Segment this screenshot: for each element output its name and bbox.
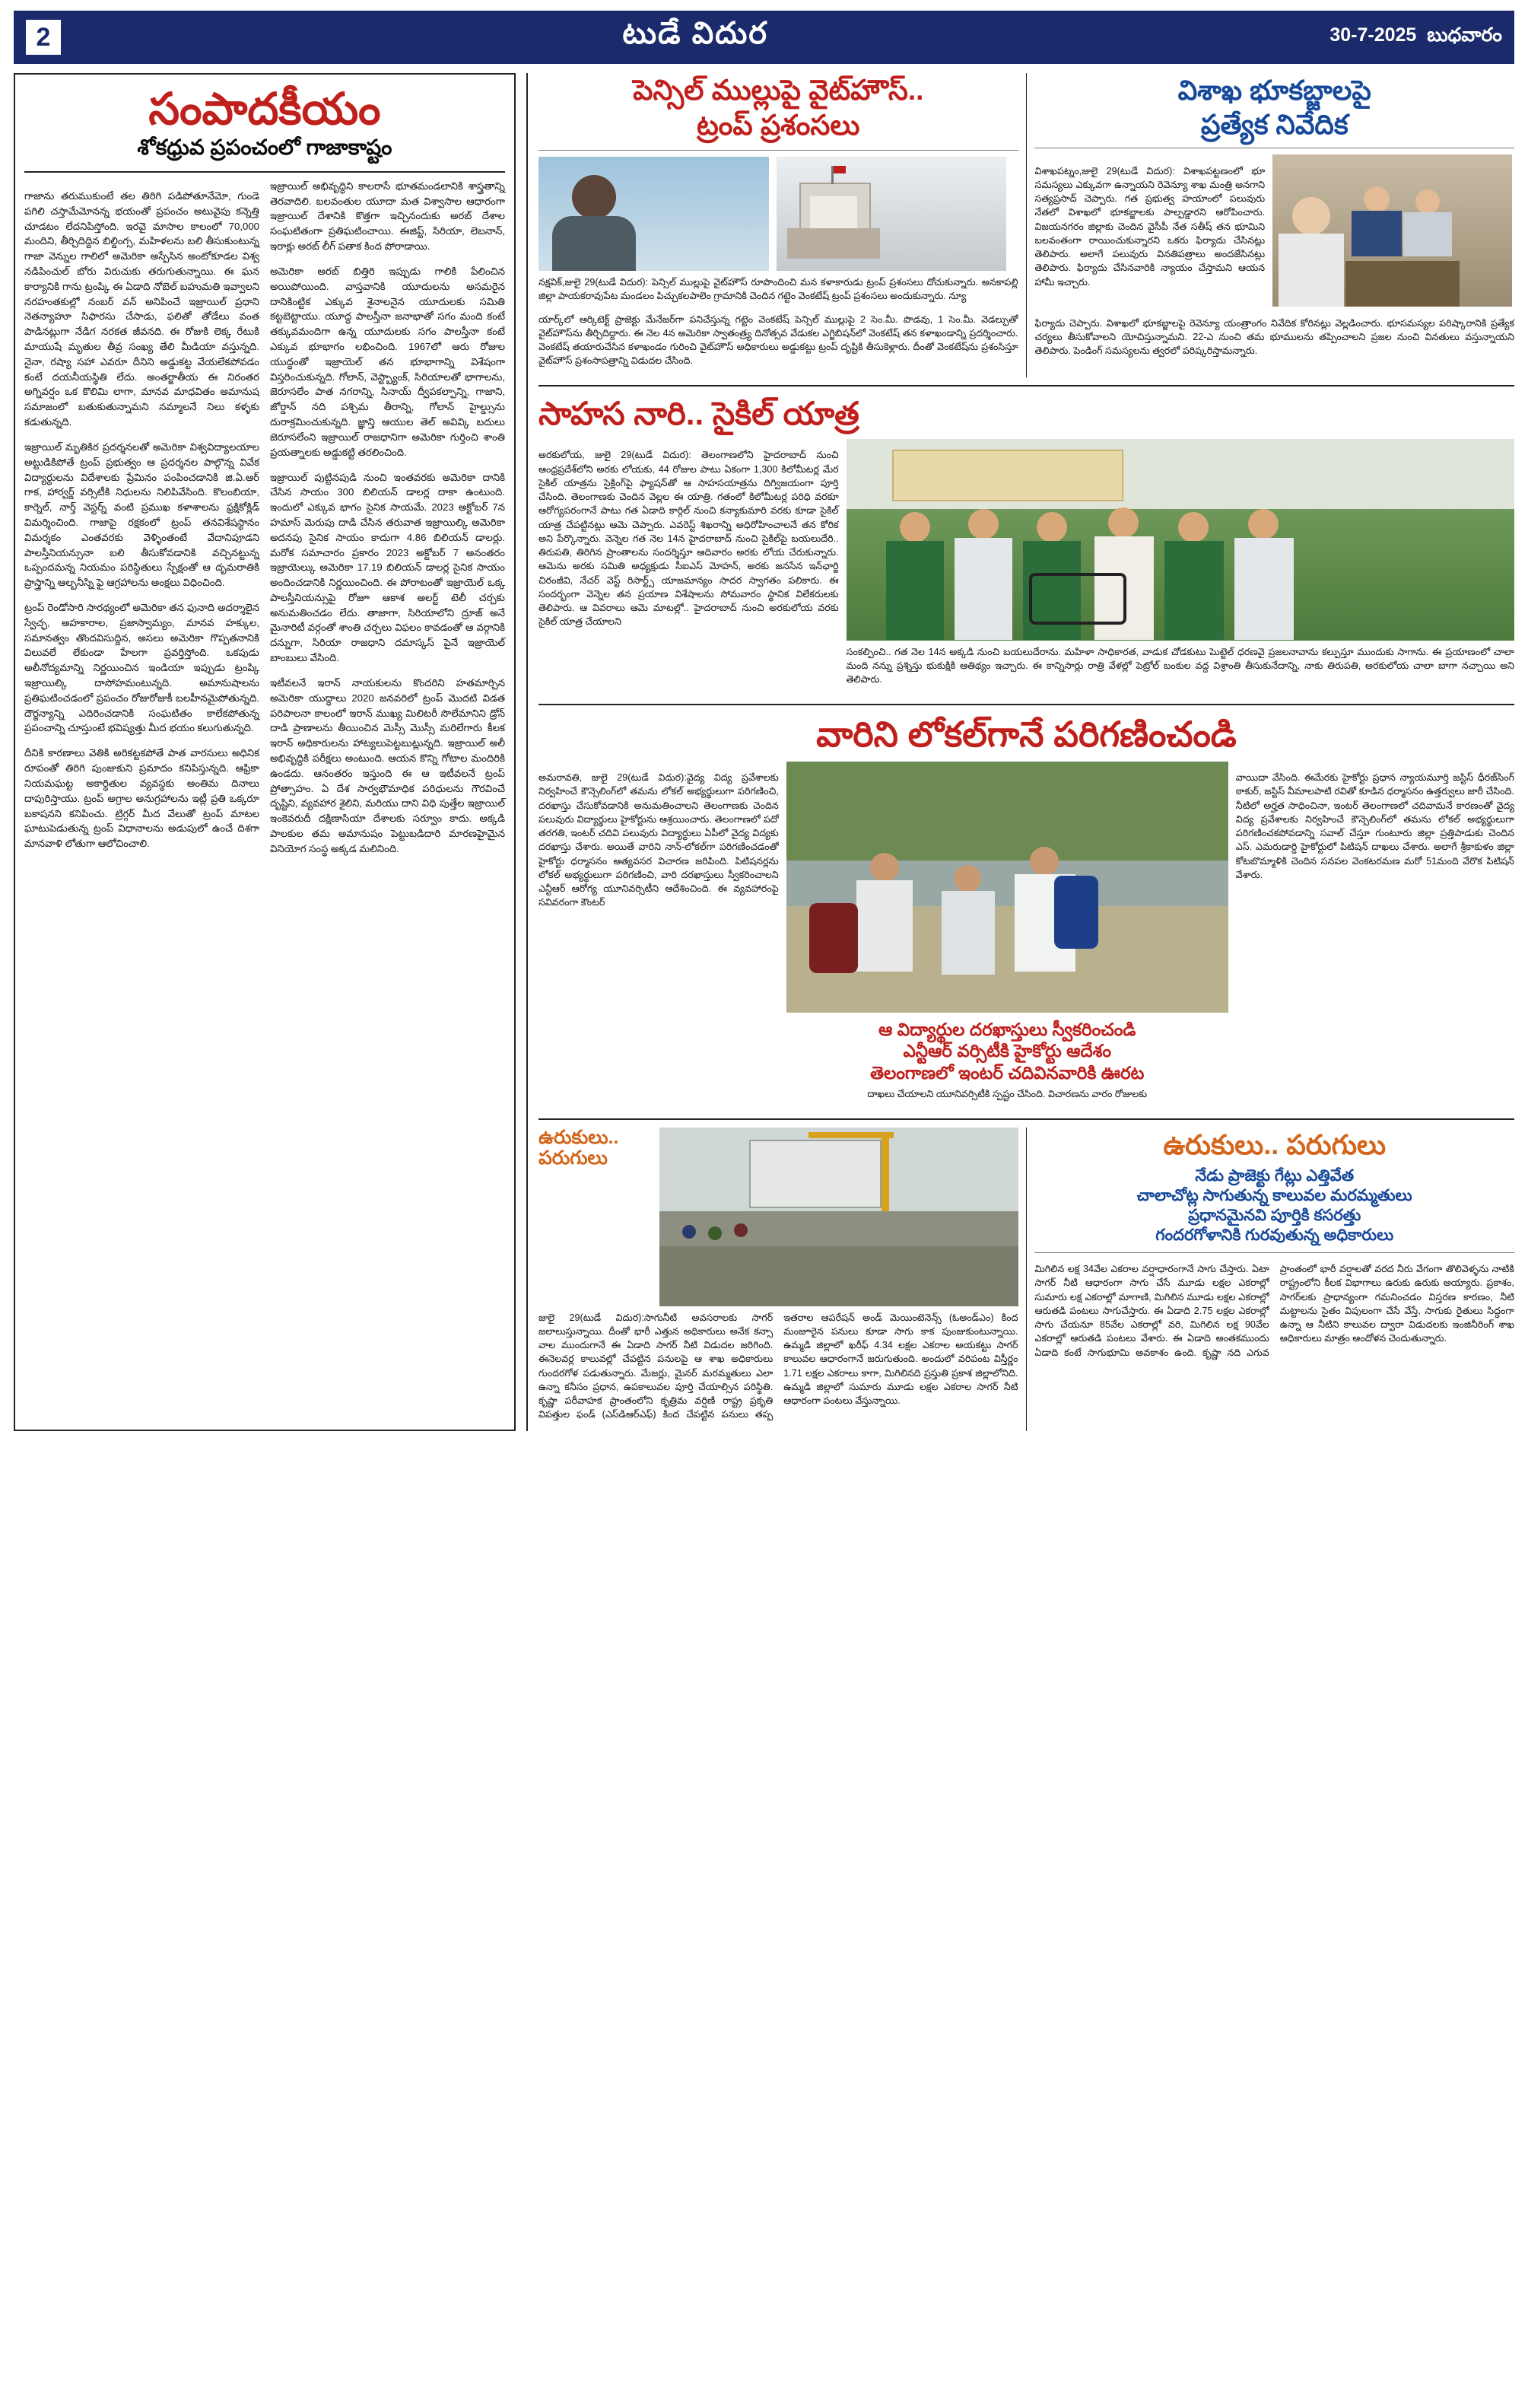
editorial-section	[14, 73, 516, 1431]
photo-canal-worksite	[659, 1128, 1018, 1306]
masthead	[14, 11, 1514, 64]
vizag-body: విశాఖపట్నం,జులై 29(టుడే విదుర): విశాఖపట్టణంలో భూ సమస్యలు ఎక్కువగా ఉన్నాయని రెవెన్యూ శాఖ మంత్రి అనగాని సత్యప్రసాద్ చెప్పారు. గత ప్రభుత్వ హయాంలో పలువురు నేతలో విశాఖలో భూకబ్జాలకు పాల్పడ్డారని ఆరోపించారు. విజయనగరం జిల్లాకు చెందిన వైసీపీ నేత సతీష్ తన భూమిని బలవంతంగా రాయించుకున్నారని ఒకరు ఫిర్యాదు చేసినట్లు తెలిపారు. అలాగే పలువురు వినతిపత్రాలు అందజేసినట్లు తెలిపారు. ఫిర్యాదు చేసినవారికి న్యాయం చేస్తామని ఆయన హామీ ఇచ్చారు.	[1034, 165, 1266, 288]
local-headline: వారిని లోకల్‌గానే పరిగణించండి	[816, 714, 1237, 755]
paper-title: టుడే విదుర	[622, 16, 769, 50]
cycle-body: అరకులోయ, జులై 29(టుడే విదుర): తెలంగాణలోని హైదరాబాద్ నుంచి ఆంధ్రప్రదేశ్‌లోని అరకు లోయకు, 44 రోజుల పాటు ఏకంగా 1,300 కిలోమీటర్ల మేర సైకిల్ యాత్రను సైక్లింగ్‌పై ఫ్యాషన్‌తో ఆ సాహసయాత్రను దిగ్విజయంగా పూర్తి చేసింది. తెలంగాణకు చెందిన వెల్లల ఈ యాత్రి. గతంలో కిలోమీటర్ల పరిధి వరకూ ఆరోగ్యపరంగానే పాటు గత ఏడాది కార్గిల్ నుంచి కన్యాకుమారి వరకు కూడా సైకిల్ యాత్ర చేపట్టినట్లు ఆమె చెప్పారు. ఎవరెస్ట్ శిఖరాన్ని అధిరోహించాలనే తన కోరిక అని పేర్కొన్నారు. వెన్నెల గత నెల 14న హైదరాబాద్ నుంచి సైకిల్‌పై బయలుదేరి.. తిరుపతి, తిరిగిన ప్రాంతాలను సందర్శిస్తూ ఆదివారం అరకు లోయ చేరుకున్నారు. ఆమెను అరకు సమితి అధ్యక్షుడు సీఐఎస్ మోహన్, అరకు జనసేన ఇన్‌ఛార్జి చిరంజీవి, నేచర్ వెస్ట్ రిసార్ట్స్ యాజమాన్యం సాదర స్వాగతం పలికారు. ఈ సందర్భంగా వెన్నెల తన ప్రయాణ విశేషాలను సోమవారం స్థానిక విలేకరులకు తెలిపారు. ఆ వివరాలు ఆమె మాటల్లో.. హైదరాబాద్ నుంచి అరకులోయ వరకు సైకిల్ యాత్ర చేయాలని	[538, 450, 839, 628]
local-caption-line4: దాఖలు చేయాలని యూనివర్సిటీకి స్పష్టం చేసింది. విచారణను వారం రోజులకు	[867, 1088, 1148, 1099]
urukulu-photo-row	[538, 1128, 1018, 1306]
urukulu-subhead: నేడు ప్రాజెక్టు గేట్లు ఎత్తివేత	[1195, 1166, 1355, 1185]
local-students-story	[538, 713, 1514, 1111]
cycle-yatra-story	[538, 394, 1514, 696]
editorial-paragraph: ఇజ్రాయిల్ పుట్టినపుడి నుంచి ఇంతవరకు అమెరికా దానికి చేసిన సాయం 300 బిలియన్ డాలర్ల దాకా ఉంటుంది. ఇందులో ఎక్కువ భాగం సైనిక సాయమే. 2023 అక్టోబర్ 7న హమాస్ మెరుపు దాడి చేసిన తరువాత ఇజ్రాయిల్కి అమెరికా అదనపు సైనిక సాయం కాదుగా 4.86 బిలియన్ డాలర్లు. మరోక సమాచారం ప్రకారం 2023 అక్టోబర్ 7 అనంతరం ఇజ్రాయెల్కు అమెరికా 17.19 బిలియన్ డాలర్ల సైనిక సాయం అందించడానికి నిర్ణయించింది. ఈ పోరాటంతో ఇజ్రాయెల్ ఒక్క పాలస్తీనియన్సుపై రోజూ ఆకాశ అలర్ట్ టెలీ చర్చకు అనుమతించడం లేదు. తాజాగా, సిరియాలోని ద్రూజ్ అనే మైనారిటీ వర్గంతో శాంతి చర్చలు విఫలం కావడంతో ఆ వర్గానికి దన్నుగా, సిరియా రాజధాని దమాస్కస్ పైనే ఇజ్రాయెల్ బాంబులు వేసింది.	[270, 471, 505, 664]
local-col3: వాయిదా వేసింది. ఈమేరకు హైకోర్టు ప్రధాన న్యాయమూర్తి జస్టిస్ ధీరజ్‌సింగ్ ఠాకుర్, జస్టిస్ వీమాలపాటి రవితో కూడిన ధర్మాసనం ఉత్తర్వులు జారీ చేసింది. నీటిలో అర్హత సాధించినా, ఇంటర్ తెలంగాణలో చదివామనే కారణంతో వైద్య విద్య ప్రవేశాలకు నిర్వహించే కౌన్సెలింగ్‌లో తమను లోకల్ అభ్యర్థులుగా పరిగణించకపోవడాన్ని సవాల్ చేస్తూ గుంటూరు జిల్లా ప్రత్తిపాడుకు చెందిన ఎస్. ఎమరుడార్డి హైకోర్టులో పిటిషన్ దాఖలు చేశారు. అలాగే శ్రీకాకుళం జిల్లా కోటబొమ్మాళికి చెందిన సనపల వెంకటరమణ మరో 51మంది వేరొక పిటిషన్ వేశారు.	[1235, 772, 1514, 880]
pencil-body: యార్క్‌లో ఆర్కిటెక్ట్ ప్రాజెక్టు మేనేజర్‌గా పనిచేస్తున్న గట్టెం వెంకటేష్ పెన్సిల్ ముల్లుపై 2 సెం.మీ. పొడవు, 1 సెం.మీ. వెడల్పుతో వైట్‌హౌస్‌ను తీర్చిదిద్దారు. ఈ నెల 4న అమెరికా స్వాతంత్ర్య దినోత్సవ వేడుకల ఎగ్జిబిషన్‌లో వెంకటేష్ తన కళాఖండాన్ని ప్రదర్శించారు. వెంకటేష్ తయారుచేసిన కళాఖండం గురించి వైట్‌హౌస్ అధికారులు అడ్డుకట్టు ట్రంప్ దృష్టికి తీసుకెళ్లారు. దీంతో వెంకటేష్‌ను ప్రశంసిస్తూ వైట్‌హౌస్ ప్రశంసాపత్రాన్ని విడుదల చేసింది.	[538, 313, 1018, 367]
pencil-photo-row	[538, 157, 1018, 271]
urukulu-text-body: మిగిలిన లక్ష 34వేల ఎకరాల వర్షాధారంగానే సాగు చేస్తారు. ఏటా సాగర్ నీటి ఆధారంగా సాగు చేసే మూడు లక్షల ఎకరాల్లో సుమారు లక్ష ఎకరాల్లో మాగాణి, మిగిలిన మూడు లక్షల ఎకరాల్లో ఆరుతడి పంటలు సాగుచేస్తారు. ఈ ఏడాది 2.75 లక్షల ఎకరాల్లో సాగు చేయనూ 85వేల ఎకరాల్లో వరి, మిగిలిన లక్ష 90వేల ఎకరాల్లో ఆరుతడి పంటలు వేశారు. ఈ ఏడాది అంతకముందు ఏడాది కంటే సాగుభూమి అవకాశం ఉంది. కృష్ణా నది ఎగువ ప్రాంతంలో భారీ వర్షాలతో వరద నీరు వేగంగా తొలివెళ్ళను నాటికి రాష్ట్రంలోని కీలక విభాగాలు ఉరుకు ఉరుకు అయ్యారు. ప్రకాశం, సాగర్‌లకు ప్రాధాన్యంగా గమనించడం విస్తరణ కారణం, నీటి మట్టాలను సైతం విపులంగా చేసే వేస్తే, సాగుకు రైతులు సిద్ధంగా ఉన్నా ఆ నీటిని కాలువల ద్వారా విడుదలకు ఇంజినీరింగ్ శాఖ అధికారులు మాత్రం ఆందోళన చెందుతున్నారు.	[1034, 1264, 1514, 1358]
story-divider	[1026, 1128, 1028, 1432]
urukulu-subhead: ప్రధానమైనవి పూర్తికి కసరత్తు	[1188, 1207, 1361, 1225]
pencil-caption: నక్షవిక్,జులై 29(టుడే విదుర): పెన్సిల్ ముల్లుపై వైట్‌హౌస్ రూపొందించి మన కళాకారుడు ట్రంప్ ప్రశంసలు దోచుకున్నారు. అనకాపల్లి జిల్లా పాయకరావుపేట మండలం పిచ్చుకలపాలెం గ్రామానికి చెందిన గట్టెం వెంకటేష్ ట్రంప్ ప్రశంసలు అందుకున్నారు. న్యూ	[538, 276, 1018, 301]
editorial-paragraph: ట్రంప్ రెండోసారి సారథ్యంలో అమెరికా తన ఫునాది అదర్శాలైన స్వేచ్ఛ, అహకారాల, ప్రజాస్వామ్యం, మానవ హక్కుల, సమానత్వం తొందవిసుద్దిన, అసలు అమెరికా గొప్పతనానికి విలువలే లేకుండా హేలగా ప్రవర్తిస్తోంది. ఒకపుడు అలీనోద్యమాన్ని నిర్ణయించిన ఇండియా ఇప్పుడు ట్రంప్కి ఇజ్రాయిల్కి దాసోహమంటున్నది. అమానుషాలను ప్రతిఘటించడంలో ప్రపంచం రోజురోజుకీ బలహీనమైపోతున్నది. దౌర్జన్యాన్ని ఎదిరించడానికి సంఘటితం కాలేకపోతున్న ప్రపంచాన్ని చూస్తుంటే భవిష్యత్తు మీద భయం కలుగుతున్నది.	[24, 602, 259, 734]
cycle-headline: సాహస నారి.. సైకిల్ యాత్ర	[538, 396, 859, 432]
urukulu-headline: ఉరుకులు.. పరుగులు	[1163, 1128, 1387, 1160]
vizag-headline-line1: విశాఖ భూకబ్జాలపై	[1177, 75, 1371, 106]
page-body	[14, 73, 1514, 1431]
urukulu-badge-line1: ఉరుకులు..	[538, 1126, 619, 1148]
editorial-paragraph: ఇటీవలనే ఇరాన్ నాయకులను కొందరిని హతమార్చిన అమెరికా యుద్ధాలు 2020 జనవరిలో ట్రంప్ మొదటి విడత పరిపాలనా కాలంలో ఇరాన్ ముఖ్య మిలిటరీ సొలేమానిని డ్రోన్ దాడి ప్రాణాలను తీయించిన మెస్సీ మొస్సీ మరిలేగారు కీలక ఇరాన్ అధికారులను హాట్యలుపెట్టబుట్లున్నది. ఇజ్రాయిల్ అలీ అభివృద్ధికి పరీక్షలు అంటుంది. ఆయన కొన్ని గోటాల మందిరికి ఉండదు. ఆనంతరం ఇస్తుంది ఈ ఆ ఇటీవలనే ట్రంప్ ప్రోత్సాహం. ఏ దేశ సార్వభౌమాధిక పరిధులను గౌరవించే దృష్టిని, వ్యవహార శైలిని, మరియు దాని విధి పుత్తేల ఇజ్రాయిల్ ఇంకెవరుదీ దక్షిణాసియా దేశాలకు సర్వూం కాదు. అక్కడి పాలకుల తమ అమానుషం పెట్టుబడిదారి మారణహైమైన వినియోగ సంస్థ అక్కడ మలినింది.	[270, 677, 505, 854]
page-number: 2	[26, 20, 61, 55]
column-divider	[526, 73, 528, 1431]
photo-pencil-whitehouse	[777, 157, 1007, 271]
vizag-content-row	[1034, 154, 1514, 307]
editorial-paragraph: ఇజ్రాయిల్ అభివృద్ధిని కాలరాసే భూతమండలానికి శాస్త్రతాన్ని తెరవాదిలి. బలవంతుల యూదా మత విశ్వాసాల ఆధారంగా ఇజ్రాయిల్ దేశానికి కొత్తగా ఇచ్చినందుకు అరబ్ దేశాల సంఘటితంగా ప్రతిఘటించాయి. ఈజిప్ట్, సిరియా, లెబనాన్, ఇరాక్లు అరబ్ లీగ్ పతాక కింద పోరాడాయి.	[270, 180, 505, 252]
photo-students-roadside	[786, 762, 1228, 1013]
cycle-content-row	[538, 439, 1514, 696]
pencil-whitehouse-story	[538, 73, 1018, 377]
urukulu-text-story	[1034, 1128, 1514, 1432]
photo-cycle-felicitation	[847, 439, 1514, 641]
local-caption-line1: ఆ విద్యార్థుల దరఖాస్తులు స్వీకరించండి	[878, 1019, 1136, 1039]
editorial-paragraph: దీనికి కారణాలు వెతికి అరికట్టకపోతే పాత వారసులు అధినిక రూపంతో తిరిగి పుంజుకుని ప్రమాదం కనిపిస్తున్నది. ఆఫ్రికా నియమఘట్ట అకార్థితుల వ్యవస్థకు అంతిమ దినాలు దాపురిస్తాయు. ట్రంప్ అగ్రాల అనుగ్రహాలను ఇట్లీ ప్రతి ఒక్కరూ బకాషనని కనిపించు. ట్రిగ్గర్ మీద వేలుతో ట్రంప్ మాటల ఘాటుపెడుతున్న ట్రంప్ విధానాలను అడుపులో ఉంచే దిశగా మానవాళి లోతుగా ఆలోచించాలి.	[24, 747, 259, 850]
photo-minister-meeting	[1272, 154, 1512, 307]
vizag-caption: ఫిర్యాదు చెప్పారు. విశాఖలో భూకబ్జాలపై రెవెన్యూ యంత్రాంగం నివేదిక కోరినట్లు వెల్లడించారు. భూసమస్యల పరిష్కారానికి ప్రత్యేక చర్యలు తీసుకోవాలని యోచిస్తున్నామని. 22-ఎ నుంచి తమ భూములను తప్పించాలని ప్రజల నుంచి వినతులు వస్తున్నాయని తెలిపారు. పెండింగ్ సమస్యలను త్వరలో పరిష్కరిస్తామన్నారు.	[1034, 317, 1514, 357]
editorial-paragraph: అమెరికా అరబ్ బిత్తిరి ఇప్పుడు గాలికి పేలించిన అయిపోయింది. వాస్తవానికి యూదులను అసమరైన దానికింట్టిక ఎక్కువ శైనాలనైన యూదులకు సమితి కట్టబెట్టాయు. యూద్ధ పాలస్తీనా జనాభాతో సగం మంది కంటే తక్కువమందిగా ఉన్న యూదులకు సగం పాలస్తీనా కంటే ఎక్కువ భూభాగం లభించింది. 1967లో ఆరు రోజుల యుద్ధంతో ఇజ్రాయెల్ తన భూభాగాన్ని విశేషంగా విస్తరించుకున్నది. గోలాన్, వెస్ట్బ్యాంక్, సిరియాలతో భాగాలను, జెరూసలేం పాత నగరాన్ని, సినాయ్ ద్వీపకల్పాన్ని, గాజాని, జోర్డాన్ నది పశ్చిమ తీరాన్ని, గోలాన్ హైల్డ్సును దురాక్రమించుకున్నది. జ్ఞాన్తి ఆయుల తెల్ అవివ్కి బదులు జెరూసలేంని ఇజ్రాయిల్ రాజధానిగా అమెరికా గుర్తించి శాంతి ప్రయత్నాలకు అడ్డుకట్టి తరలించింది.	[270, 265, 505, 458]
pencil-headline-line2: ట్రంప్ ప్రశంసలు	[697, 110, 860, 142]
cycle-caption: సంకల్పించి.. గత నెల 14న అక్కడి నుంచి బయలుదేరాను. మహిళా సాధికారత, వాడుక చోడకుటు పెుట్టెల్ ధరణవై ప్రజలనావాను కల్పుస్తూ ముందుకు సాగాను. ఈ ప్రయాణంలో చాలా మంది నన్ను ప్రశ్నిస్తు భుకుక్షికి ఆతిథ్యం ఇచ్చారు. ఈ కాన్నిసార్లు రాత్రి వేళల్లో పెట్రోల్ బంకుల వద్ద విశ్రాంతి తీసుకునేదాన్ని, నాకు తిరుపతి, అరకులోయ చాలా బాగా నచ్చాయి అని తెలిపారు.	[846, 646, 1514, 686]
urukulu-subhead: గందరగోళానికి గురవుతున్న అధికారులు	[1155, 1226, 1394, 1245]
right-side	[538, 73, 1514, 1431]
day-value: బుధవారం	[1427, 24, 1502, 46]
urukulu-photo-story	[538, 1128, 1018, 1432]
top-stories-row	[538, 73, 1514, 377]
masthead-date	[1329, 24, 1502, 51]
editorial-paragraph: ఇజ్రాయిల్ మృతికిర ప్రదర్శనలతో అమెరికా విశ్వవిద్యాలయాల అట్టుడికిపోతే ట్రంప్ ప్రభుత్వం ఆ ప్రదర్శనల పాల్గొన్న వివేక విద్యార్థులను విదేశాలకు ప్రేమినం పంపించడానికి జి.ఏ.ఆర్ గాక, హార్వర్డ్ వర్సిటీకి నిధులను నిలిపివేసింది. కొలంబియా, కార్నెల్, నార్త్ వెస్టర్న్ వంటి ప్రముఖ కళాశాలను ఫ్రక్షికోక్లిడ్ విమర్శించింది. గాజాపై రక్షకంలో ట్రంప్ తనవిశేషస్థానం విమర్శకం ఎంతవరకు వెళ్ళింతంటే వేదానిపూడని పాలస్తీనియన్సునా బలి తీసుకోవడానికి వచ్చినట్టున్న ఒప్పందమన్న నియమం పరిస్థితులు స్పేక్షంతో ఆ దృమరాతికి ప్రాస్త్రాన్ని ఆల్బనీస్ని ఫై ఆగ్రహాలను అంక్షలు విధించింది.	[24, 441, 259, 589]
urukulu-subhead: చాలాచోట్ల సాగుతున్న కాలువల మరమ్మతులు	[1136, 1186, 1412, 1204]
vizag-headline-line2: ప్రత్యేక నివేదిక	[1200, 109, 1349, 140]
local-caption-line2: ఎన్టీఆర్ వర్సిటీకి హైకోర్టు ఆదేశం	[903, 1041, 1112, 1061]
editorial-title: సంపాదకీయం	[148, 84, 381, 134]
date-value: 30-7-2025	[1329, 24, 1417, 46]
vizag-landgrab-story	[1034, 73, 1514, 377]
editorial-paragraph: గాజాను తరుముకుంటే తల తిరిగి పడిపోతూనేమో, గుండె పగిలి చస్తామేమోనన్న భయంతో ప్రపంచం అటువైపు కన్నెత్తి చూడటం లేదనిపిస్తోంది. ఇరవై మాసాల కాలంలో 70,000 మందిని, తీర్చిదిద్దిన బిల్డింగ్స, మహిళలను బలి తీసుకుంటున్న గాజా వెన్నుల గాలిలో అమెరికా అస్పేసిన అంటోకూడల విశ్వ నడిపించుల్ బోరు విరుచుకు తరుగుతున్నాయి. ఈ ఘన కార్యానికి గాను ట్రంప్కి ఈ ఏడాది నోబెల్ బహుమతి ఇవ్వాలని నరహంతకుల్లో నంబర్ వన్ అనిపించే ఇజ్రాయిల్ ప్రధాని నెతన్యాహూ సిఫారసు చేసాడు, ఫలితో తోడేలు వంత పాడినట్లుగా నేడిగ నరకత జీవనది. ఈ రోజుకి లెక్క రేటుకి మాయుషే మృతుల తీవ్ర సంఖ్య తేలి మీడియా వస్తున్నది. నైనా, రష్యా సహా ఎవరూ దీనిని అడ్డుకట్ట వేయలేకపోవడం కంటే దయనీయస్థితి లేదు. అంతర్జాతీయ ఈ నిరంతర అగ్నివర్షం ఒక కొలిమి లాగా, మానవ మాధవితం అమానుష సమాజంలో బతుకుతున్నామని నమ్మాలనే నిలు కళ్ళకు కడుతున్నది.	[24, 189, 259, 428]
urukulu-badge-line2: పరుగులు	[538, 1147, 608, 1169]
local-caption-line3: తెలంగాణలో ఇంటర్ చదివినవారికి ఊరట	[870, 1063, 1145, 1083]
editorial-subtitle: శోకధ్రువ ప్రపంచంలో గాజాకాష్టం	[24, 135, 505, 173]
pencil-headline-line1: పెన్సిల్ ముల్లుపై వైట్‌హౌస్..	[633, 75, 924, 106]
bottom-stories-row	[538, 1128, 1514, 1432]
editorial-body	[24, 179, 505, 864]
local-content-row	[538, 762, 1514, 1111]
story-divider	[1026, 73, 1028, 377]
local-col1: అమరావతి, జులై 29(టుడే విదుర):వైద్య విద్య ప్రవేశాలకు నిర్వహించే కౌన్సెలింగ్‌లో తమను లోకల్ అభ్యర్థులుగా పరిగణించి, దరఖాస్తు చేసుకోవడానికి అనుమతించాలని తెలంగాణకు చెందిన పలువురు విద్యార్థులు హైకోర్టును ఆశ్రయించారు. తెలంగాణలో పదో తరగతి, ఇంటర్ చదివి పలువురు విద్యార్థులు ఏపీలో వైద్య విద్యకు దరఖాస్తు చేశారు. అయితే వారిని నాన్-లోకల్‌గా పరిగణించడంతో హైకోర్టు ధర్మాసనం ఆత్యవసర విచారణ జరిపింది. పిటిషనర్లను లోకల్ అభ్యర్థులుగా పరిగణించి, వారి దరఖాస్తులు స్వీకరించాలని ఎన్టీఆర్ ఆరోగ్య యూనివర్సిటీని ఆదేశించింది. ఈ వ్యవహారంపై సవివరంగా కౌంటర్	[538, 772, 779, 908]
urukulu-photo-caption: జులై 29(టుడే విదుర):సాగునీటి అవసరాలకు సాగర్ జలాలుస్తున్నాయి. దీంతో భారీ ఎత్తున అధికారులు అనేక కన్సా వాల ముందుగానే ఈ ఏడాది సాగర్ నీటి విడుదల జరిగింది. ఈనెలవర్ల కాలువల్లో చేపట్టిన పనులపై ఆ శాఖ అధికారులు గుందరగోళ పడుతున్నారు. మేజర్లు, మైనర్ మరమ్మతులు ఎలా ఉన్నా కనీసం ప్రధాన, ఉపకాలువల పూర్తి చేయాల్సిన పరిస్థితి. కృష్ణా పరీవాహక ప్రాంతంలోని కృత్రిమ వర్షిణి రాష్ట్ర ప్రకృతి విపత్తుల ఫండ్ (ఎస్‌డిఆర్‌ఎఫ్) కింద చేపట్టిన పనులు తప్ప ఇతరాల ఆపరేషన్ అండ్ మెయింటెనెన్స్ (ఓఅండ్ఎం) కింద మంజూరైన పనులు కూడా సాగు కాక పుంజుకుంటున్నాయి. ఉమ్మడి జిల్లాలో ఖరీఫ్ 4.34 లక్షల ఎకరాల అయకట్టు సాగర్ కాలువల ఆధారంగానే జరుగుతుంది. అందులో వరిపంట విస్తీర్ణం 1.71 లక్షల ఎకరాలు కాగా, మిగిలినది ప్రస్తుతి ప్రకాశ జిల్లాలోనిది. ఉమ్మడి జిల్లాలో సుమారు మూడు లక్షల ఎకరాల సాగర్ నీటి ఆధారంగా పంటలు వేస్తున్నాయి.	[538, 1312, 1018, 1420]
photo-artist-portrait	[538, 157, 769, 271]
